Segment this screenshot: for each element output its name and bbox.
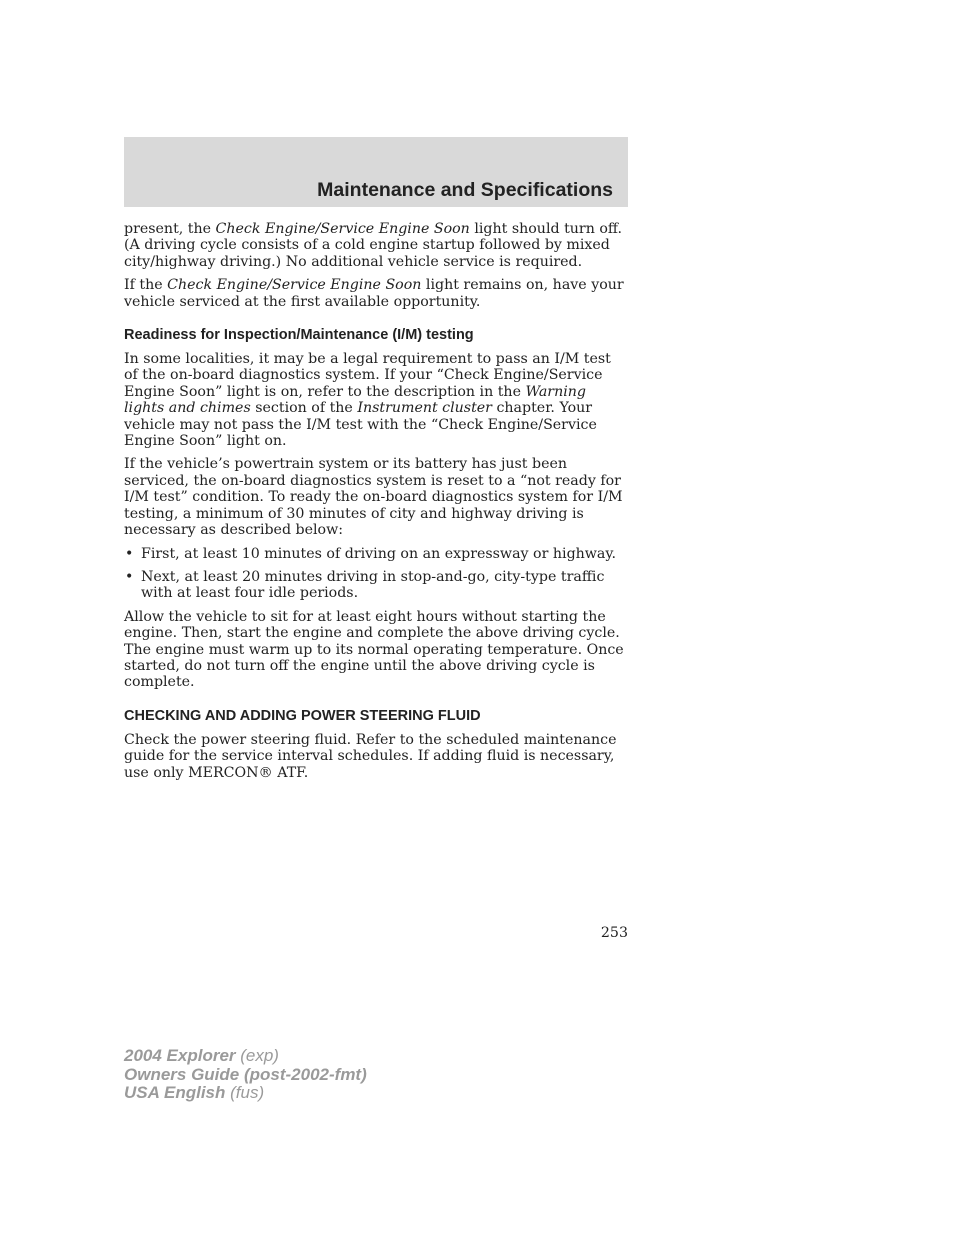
heading-readiness-im-testing: Readiness for Inspection/Maintenance (I/M) testing (124, 327, 474, 344)
warning-light-name: Check Engine/Service Engine Soon (215, 221, 470, 237)
list-item: • First, at least 10 minutes of driving on an expressway or highway. (125, 545, 617, 562)
bullet-icon: • (125, 568, 134, 585)
paragraph-1: present, the Check Engine/Service Engine Soon light should turn off. (A driving cycle consists of a cold engine startup followed by mixed city/highway driving.) No additional vehicle service is required. (124, 221, 622, 270)
footer-line-language: USA English (fus) (124, 1083, 265, 1102)
footer-line-vehicle: 2004 Explorer (exp) (124, 1046, 279, 1065)
warning-light-name: Check Engine/Service Engine Soon (167, 277, 422, 294)
bullet-icon: • (125, 545, 134, 562)
section-title: Maintenance and Specifications (317, 179, 613, 201)
section-header-band (124, 137, 628, 207)
paragraph-2: If the Check Engine/Service Engine Soon light remains on, have your vehicle serviced at the first available opportunity. (124, 277, 624, 310)
bullet-list (124, 546, 628, 602)
paragraph-5: Allow the vehicle to sit for at least eight hours without starting the engine. Then, start the engine and complete the above driving cycle. The engine must warm up to its normal operating temperature. Once started, do not turn off the engine until the above driving cycle is complete. (124, 608, 624, 691)
cross-reference-warning-lights: Warning lights and chimes (124, 383, 586, 417)
cross-reference-instrument-cluster: Instrument cluster (357, 400, 492, 417)
document-footer (124, 1047, 367, 1103)
paragraph-4: If the vehicle’s powertrain system or its battery has just been serviced, the on-board diagnostics system is reset to a “not ready for I/M test” condition. To ready the on-board diagnostics system for I/M testing, a minimum of 30 minutes of city and highway driving is necessary as described below: (124, 456, 623, 539)
paragraph-3: In some localities, it may be a legal requirement to pass an I/M test of the on-board diagnostics system. If your “Check Engine/Service Engine Soon” light is on, refer to the description in the Warning lights and chimes section of the Instrument cluster chapter. Your vehicle may not pass the I/M test with the “Check Engine/Service Engine Soon” light on. (124, 351, 611, 450)
heading-power-steering-fluid: CHECKING AND ADDING POWER STEERING FLUID (124, 707, 481, 724)
page-number: 253 (600, 925, 628, 941)
paragraph-6: Check the power steering fluid. Refer to the scheduled maintenance guide for the service interval schedules. If adding fluid is necessary, use only MERCON® ATF. (124, 731, 617, 781)
list-item: • Next, at least 20 minutes driving in stop-and-go, city-type traffic with at least four idle periods. (125, 568, 605, 602)
footer-line-guide: Owners Guide (post-2002-fmt) (124, 1064, 367, 1084)
page-content (124, 221, 628, 788)
